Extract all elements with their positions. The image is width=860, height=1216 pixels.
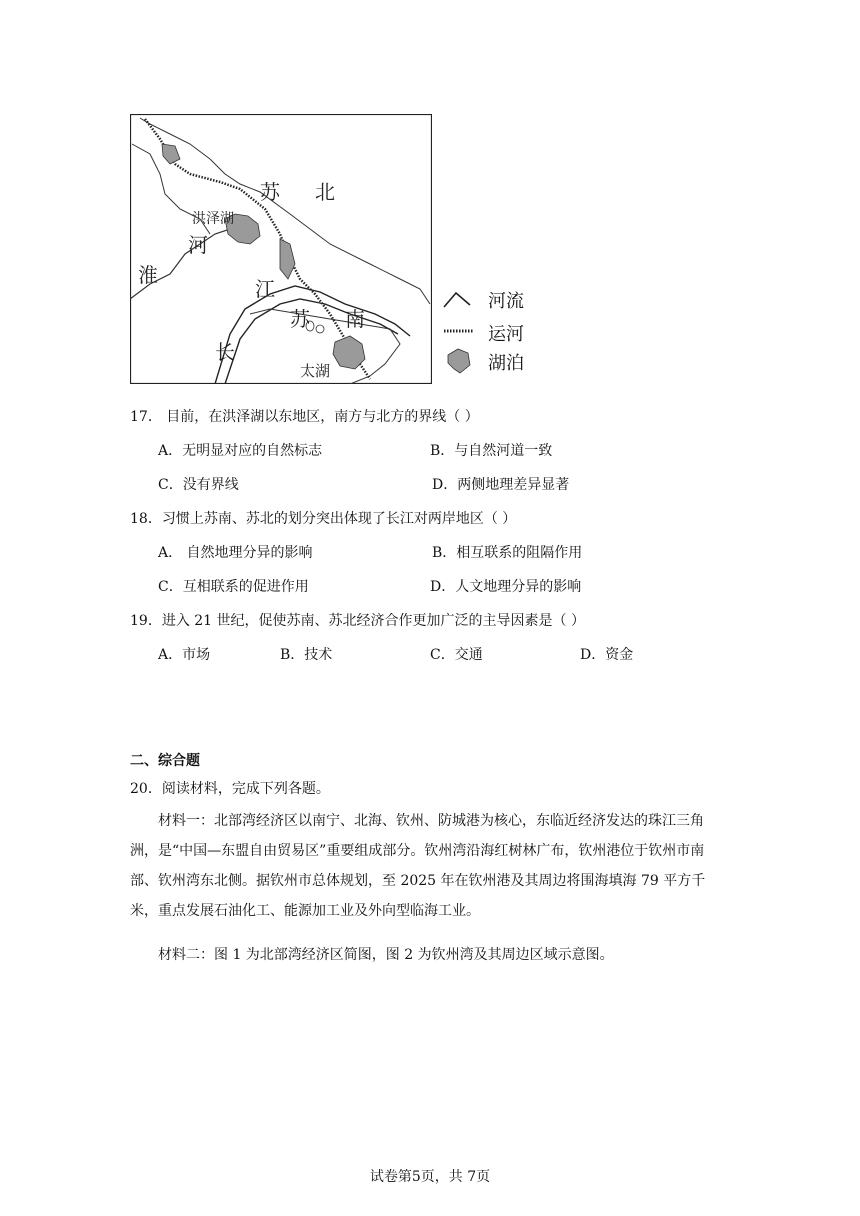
label-sunan-su: 苏 xyxy=(290,307,310,331)
question-17-option-a: A．无明显对应的自然标志 xyxy=(158,443,323,459)
legend-river-label: 河流 xyxy=(488,291,524,312)
section-2-title: 二、综合题 xyxy=(130,753,200,769)
material-2-paragraph: 材料二：图 1 为北部湾经济区简图，图 2 为钦州湾及其周边区域示意图。 xyxy=(158,947,614,963)
question-18-stem: 18．习惯上苏南、苏北的划分突出体现了长江对两岸地区（ ） xyxy=(130,511,517,527)
label-chang: 长 xyxy=(215,340,235,364)
legend-lake-label: 湖泊 xyxy=(488,353,524,374)
question-17-option-b: B．与自然河道一致 xyxy=(430,443,553,459)
question-18-option-b: B．相互联系的阻隔作用 xyxy=(432,545,583,561)
label-he: 河 xyxy=(188,233,208,257)
question-17-option-d: D．两侧地理差异显著 xyxy=(432,477,570,493)
question-19-option-a: A．市场 xyxy=(158,647,211,663)
question-19-option-b: B．技术 xyxy=(280,647,333,663)
label-sunan-nan: 南 xyxy=(345,307,365,331)
question-19-option-d: D．资金 xyxy=(580,647,634,663)
question-19-option-c: C．交通 xyxy=(430,647,483,663)
label-hongze: 洪泽湖 xyxy=(192,211,234,227)
label-huai: 淮 xyxy=(138,263,158,287)
legend-symbols xyxy=(440,285,480,380)
label-subei-su: 苏 xyxy=(260,180,280,204)
label-subei-bei: 北 xyxy=(315,180,335,204)
lake-symbol-icon xyxy=(448,349,470,373)
question-18-option-a: A． 自然地理分异的影响 xyxy=(158,545,313,561)
page-footer: 试卷第5页，共 7页 xyxy=(369,1169,491,1185)
question-19-stem: 19．进入 21 世纪，促使苏南、苏北经济合作更加广泛的主导因素是（ ） xyxy=(130,613,585,629)
map-legend xyxy=(440,285,550,380)
material-1-paragraph: 材料一：北部湾经济区以南宁、北海、钦州、防城港为核心，东临近经济发达的珠江三角洲，是“中国—东盟自由贸易区”重要组成部分。钦州湾沿海红树林广布，钦州港位于钦州市南部、钦州湾东北侧。据钦州市总体规划，至 2025 年在钦州港及其周边将围海填海 79 平方千米，重点发展石油化工、能源加工业及外向型临海工业。 xyxy=(130,813,706,919)
label-jiang: 江 xyxy=(255,277,275,301)
jiangsu-map xyxy=(130,114,432,384)
question-18-option-c: C．互相联系的促进作用 xyxy=(158,579,309,595)
legend-canal-label: 运河 xyxy=(488,324,524,345)
question-17-stem: 17． 目前，在洪泽湖以东地区，南方与北方的界线（ ） xyxy=(130,409,479,425)
question-18-option-d: D．人文地理分异的影响 xyxy=(430,579,582,595)
question-20-stem: 20．阅读材料，完成下列各题。 xyxy=(130,781,330,797)
river-symbol-icon xyxy=(444,293,470,307)
question-17-option-c: C．没有界线 xyxy=(158,477,239,493)
label-taihu: 太湖 xyxy=(300,362,331,380)
